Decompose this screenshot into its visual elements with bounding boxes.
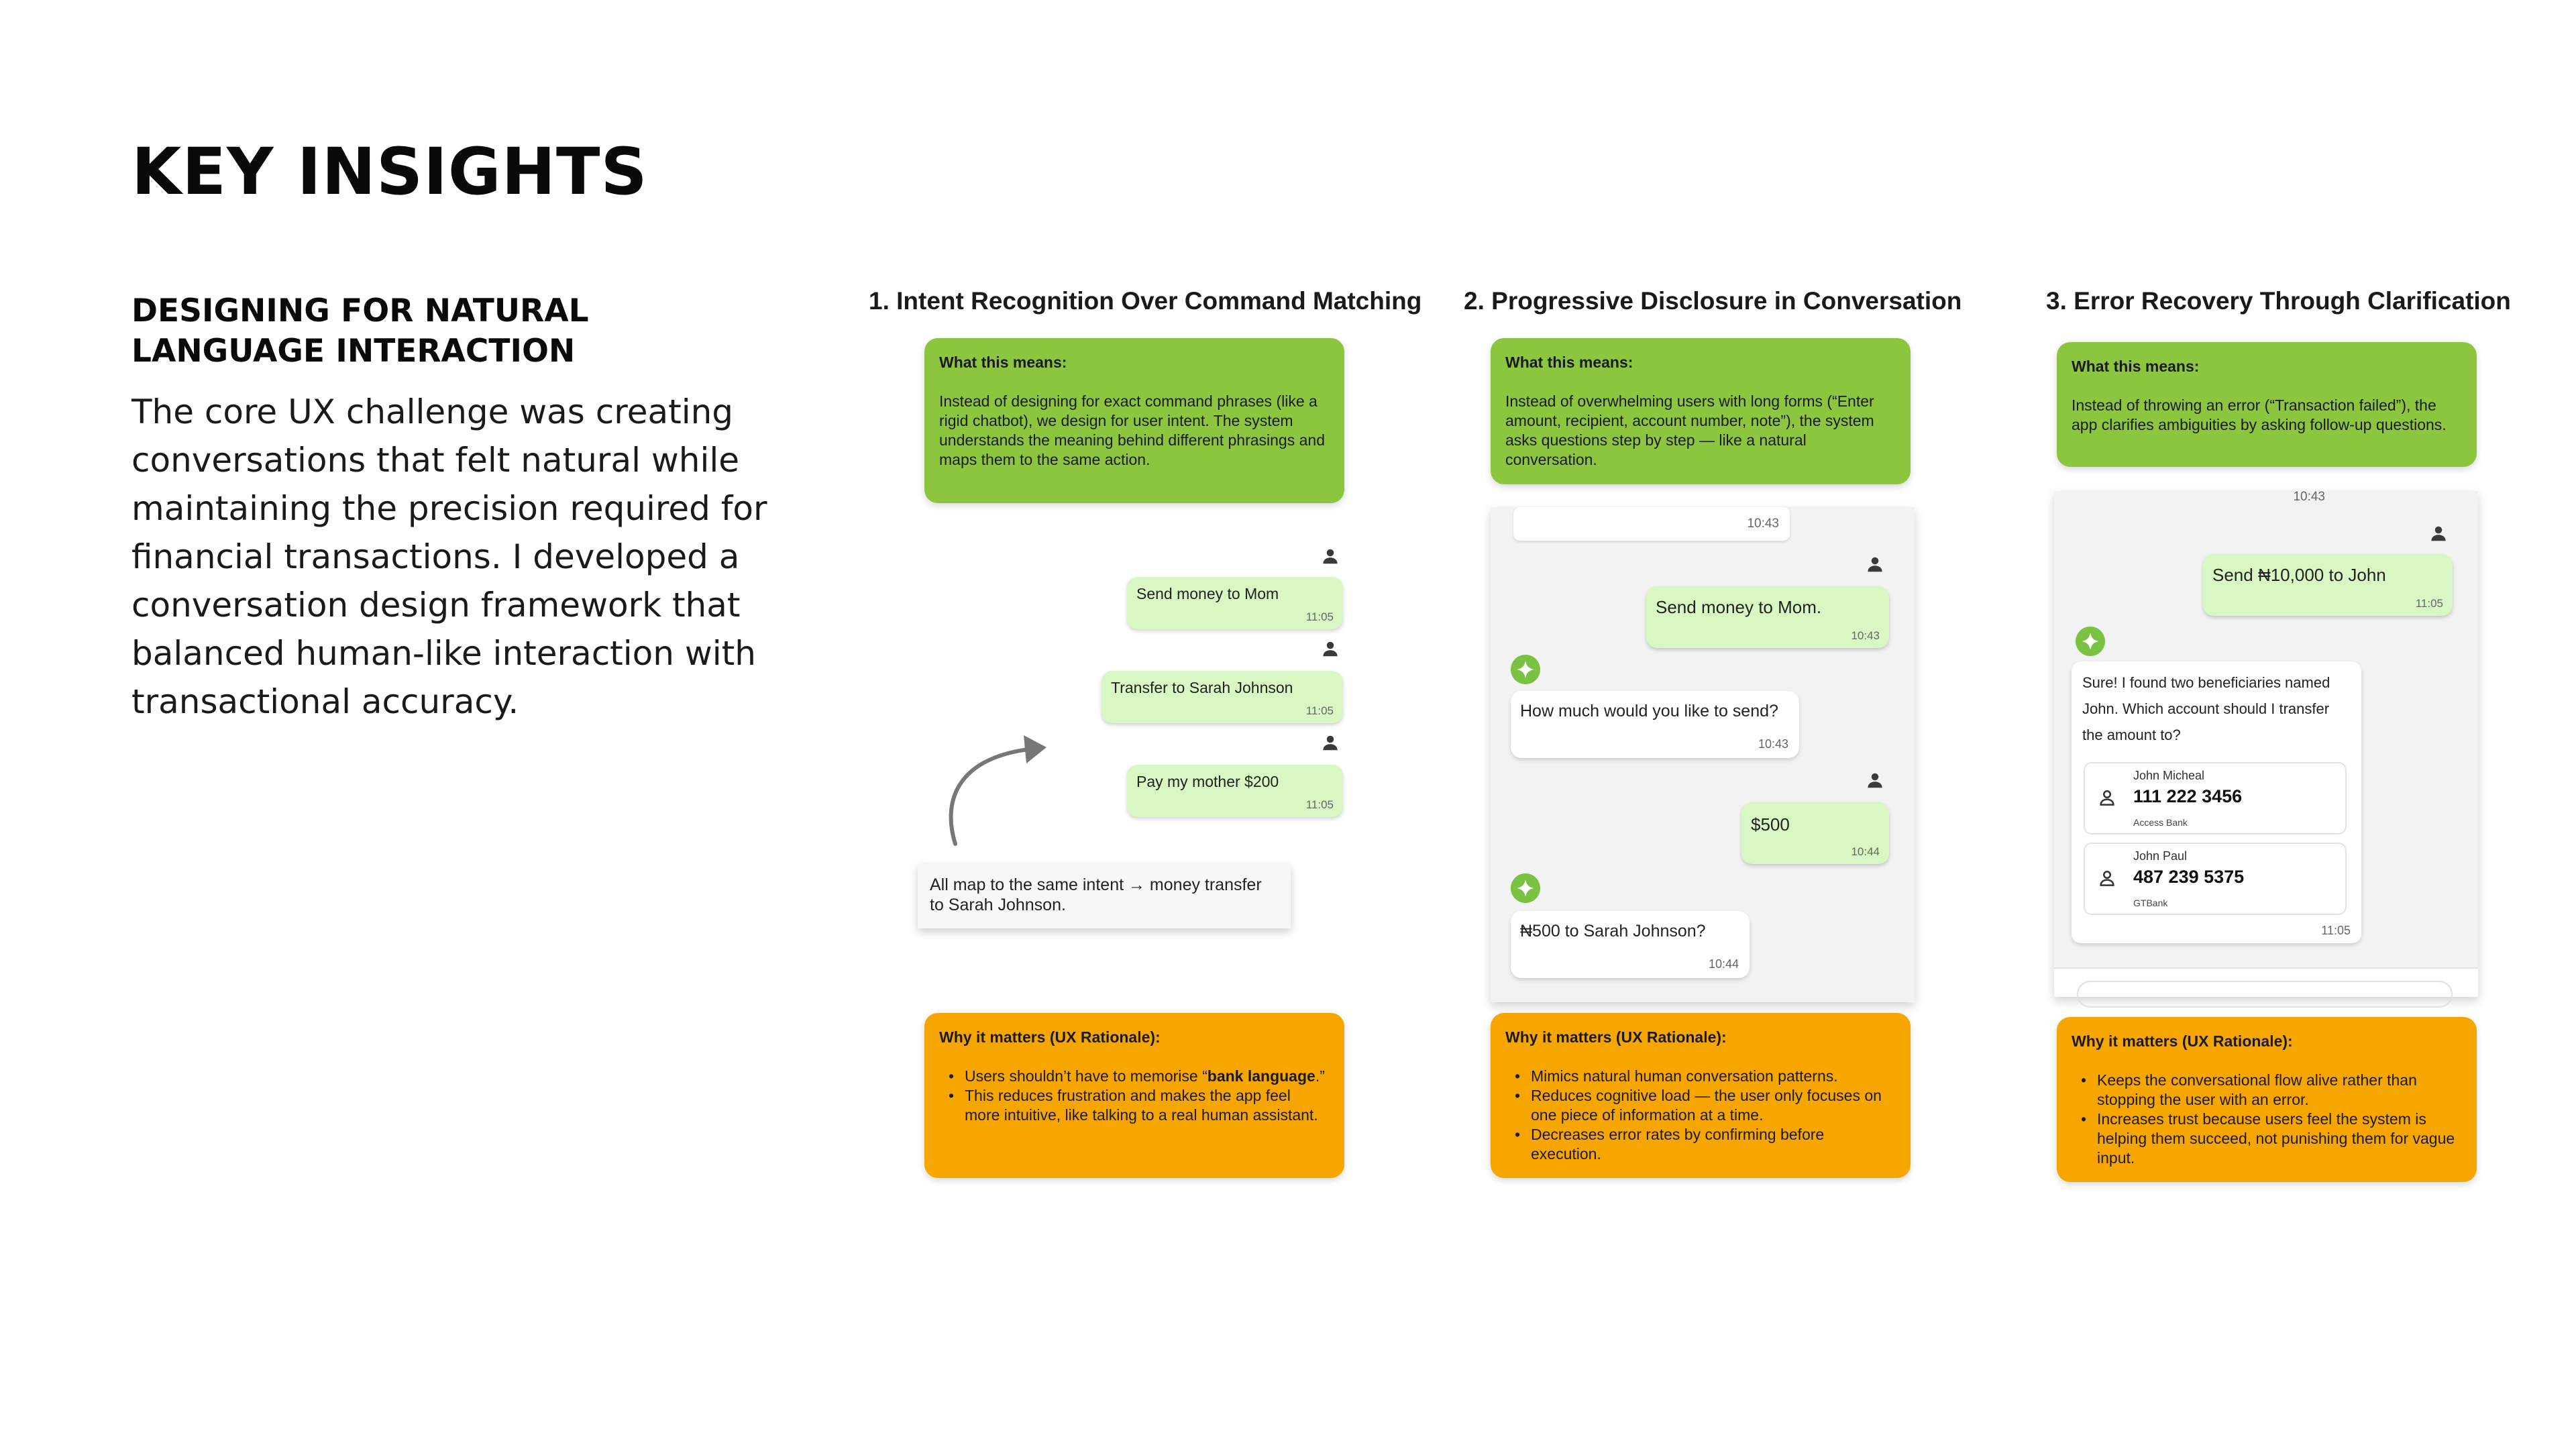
message-input[interactable] bbox=[2077, 981, 2453, 1008]
message-time: 10:43 bbox=[1758, 737, 1788, 751]
beneficiary-bank: Access Bank bbox=[2133, 817, 2188, 828]
col2-means-text: Instead of overwhelming users with long forms (“Enter amount, recipient, account number, note”), the system asks questions step by step — like a natural conversation. bbox=[1505, 392, 1874, 468]
user-icon bbox=[1865, 770, 1885, 790]
assistant-message-bubble bbox=[1511, 911, 1750, 978]
column-3-title: 3. Error Recovery Through Clarification bbox=[2046, 287, 2511, 315]
message-text: ₦500 to Sarah Johnson? bbox=[1520, 922, 1706, 941]
col2-means-heading: What this means: bbox=[1505, 354, 1633, 371]
user-icon bbox=[1865, 554, 1885, 574]
col3-why-list bbox=[2072, 1071, 2462, 1168]
user-icon bbox=[2428, 523, 2449, 543]
assistant-sparkle-icon bbox=[1511, 873, 1540, 903]
chat-input-bar[interactable] bbox=[2054, 967, 2478, 997]
col1-means-text: Instead of designing for exact command phrases (like a rigid chatbot), we design for user intent. The system understands the meaning behind different phrasings and maps them to the same action. bbox=[939, 392, 1325, 468]
column-1-title: 1. Intent Recognition Over Command Matching bbox=[869, 287, 1422, 315]
user-message-bubble bbox=[1741, 802, 1889, 864]
user-icon bbox=[1320, 639, 1340, 659]
beneficiary-name: John Paul bbox=[2133, 849, 2188, 863]
user-message-bubble bbox=[2203, 554, 2453, 616]
message-time: 11:05 bbox=[1305, 704, 1334, 717]
message-text: Send money to Mom. bbox=[1656, 597, 1822, 617]
person-outline-icon bbox=[2097, 868, 2117, 888]
intro-paragraph: The core UX challenge was creating conversations that felt natural while maintaining the precision required for financial transactions. I developed a conversation design framework that balanced human-like interaction with transactional accuracy. bbox=[131, 392, 767, 721]
message-text: Transfer to Sarah Johnson bbox=[1111, 679, 1293, 696]
message-time: 11:05 bbox=[1305, 798, 1334, 811]
why-item: • Reduces cognitive load — the user only focuses on one piece of information at a time. bbox=[1505, 1086, 1896, 1125]
beneficiary-bank: GTBank bbox=[2133, 898, 2168, 908]
person-outline-icon bbox=[2097, 788, 2117, 808]
user-message-bubble bbox=[1102, 671, 1343, 723]
why-item: • Decreases error rates by confirming before execution. bbox=[1505, 1125, 1896, 1164]
message-time: 10:43 bbox=[1851, 629, 1880, 642]
col3-what-it-means-card bbox=[2057, 342, 2477, 467]
col1-why-heading: Why it matters (UX Rationale): bbox=[939, 1028, 1161, 1046]
col3-why-heading: Why it matters (UX Rationale): bbox=[2072, 1032, 2293, 1050]
curved-arrow-icon bbox=[939, 731, 1060, 852]
col2-why-it-matters-card bbox=[1491, 1013, 1911, 1178]
why-item: • Mimics natural human conversation patterns. bbox=[1505, 1067, 1896, 1086]
col1-why-list bbox=[939, 1067, 1330, 1125]
beneficiary-option[interactable] bbox=[2084, 843, 2347, 915]
col3-why-it-matters-card bbox=[2057, 1017, 2477, 1182]
why-item: • Users shouldn’t have to memorise “bank language.” bbox=[939, 1067, 1330, 1086]
user-message-bubble bbox=[1127, 765, 1343, 817]
assistant-sparkle-icon bbox=[2076, 627, 2105, 656]
assistant-message-bubble bbox=[1511, 691, 1799, 758]
message-text: $500 bbox=[1751, 814, 1790, 835]
col2-what-it-means-card bbox=[1491, 338, 1911, 484]
message-text: Send money to Mom bbox=[1136, 585, 1279, 602]
col1-what-it-means-card bbox=[924, 338, 1344, 503]
message-time: 10:43 bbox=[2293, 490, 2325, 504]
assistant-message-bubble bbox=[2072, 661, 2361, 943]
assistant-sparkle-icon bbox=[1511, 655, 1540, 684]
user-icon bbox=[1320, 733, 1340, 753]
column-2-title: 2. Progressive Disclosure in Conversation bbox=[1464, 287, 1962, 315]
col2-why-heading: Why it matters (UX Rationale): bbox=[1505, 1028, 1727, 1046]
message-text: How much would you like to send? bbox=[1520, 702, 1778, 720]
why-item: • This reduces frustration and makes the app feel more intuitive, like talking to a real human assistant. bbox=[939, 1086, 1330, 1125]
message-text: Send ₦10,000 to John bbox=[2212, 565, 2386, 585]
user-icon bbox=[1320, 546, 1340, 566]
message-time: 10:44 bbox=[1851, 845, 1880, 858]
why-item: • Keeps the conversational flow alive rather than stopping the user with an error. bbox=[2072, 1071, 2462, 1110]
col1-means-heading: What this means: bbox=[939, 354, 1067, 371]
beneficiary-account: 111 222 3456 bbox=[2133, 786, 2243, 806]
message-text: Pay my mother $200 bbox=[1136, 773, 1279, 790]
user-message-bubble bbox=[1646, 586, 1889, 648]
message-time: 10:44 bbox=[1708, 957, 1739, 971]
why-item: • Increases trust because users feel the system is helping them succeed, not punishing them for vague input. bbox=[2072, 1110, 2462, 1168]
message-time: 11:05 bbox=[2321, 924, 2351, 937]
section-subtitle: DESIGNING FOR NATURAL LANGUAGE INTERACTION bbox=[131, 292, 589, 370]
message-text: Sure! I found two beneficiaries named John. Which account should I transfer the amount to? bbox=[2082, 674, 2330, 743]
beneficiary-account: 487 239 5375 bbox=[2133, 867, 2245, 887]
beneficiary-name: John Micheal bbox=[2133, 769, 2205, 782]
col3-means-text: Instead of throwing an error (“Transaction failed”), the app clarifies ambiguities by asking follow-up questions. bbox=[2072, 396, 2447, 433]
col3-means-heading: What this means: bbox=[2072, 358, 2200, 375]
message-time: 11:05 bbox=[2415, 597, 2443, 610]
col1-why-it-matters-card bbox=[924, 1013, 1344, 1178]
user-message-bubble bbox=[1127, 577, 1343, 629]
beneficiary-option[interactable] bbox=[2084, 762, 2347, 835]
message-time: 11:05 bbox=[1305, 610, 1334, 623]
intent-note: All map to the same intent → money transfer to Sarah Johnson. bbox=[918, 864, 1291, 928]
message-time: 10:43 bbox=[1513, 507, 1790, 541]
page-title: KEY INSIGHTS bbox=[131, 134, 648, 209]
col2-why-list bbox=[1505, 1067, 1896, 1164]
